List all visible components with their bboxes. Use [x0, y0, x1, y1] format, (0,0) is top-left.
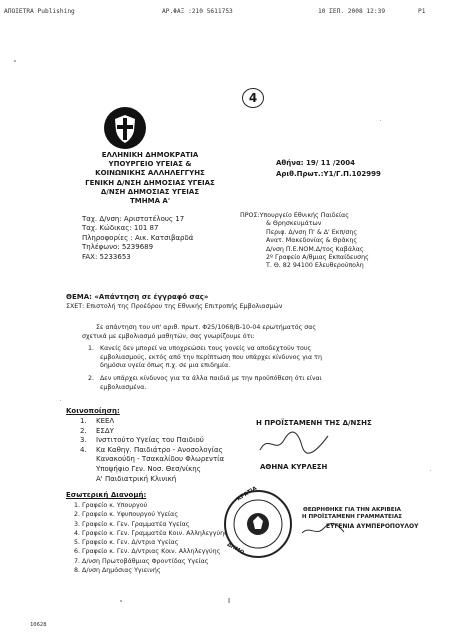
scan-speck	[60, 400, 61, 401]
fax-sender: ΑΠΟΙΕΤRA Publishing	[4, 8, 75, 15]
footer-code: 10628	[30, 622, 47, 628]
fax-datetime: 10 ΣΕΠ. 2008 12:39	[318, 8, 386, 15]
signature-name: ΑΘΗΝΑ ΚΥΡΛΕΣΗ	[260, 463, 328, 471]
scan-speck	[120, 600, 122, 602]
internal-distribution-title: Εσωτερική Διανομή:	[66, 491, 147, 499]
fax-page: P1	[418, 8, 426, 15]
official-stamp	[222, 485, 294, 560]
scan-speck	[380, 120, 381, 121]
coat-of-arms-emblem	[103, 106, 147, 150]
subject-line: ΘΕΜΑ: «Απάντηση σε έγγραφό σας»	[66, 293, 209, 301]
fax-number: ΑΡ.ΦΑΞ :210 5611753	[162, 8, 233, 15]
cc-list: 1. ΚΕΕΛ 2. ΕΣΔΥ 3. Ινστιτούτο Υγείας του Παιδιού 4. Κα Καθηγ. Παιδιάτρο - Ανοσολογίας Κανακούδη - Τσακαλίδου Φλωρεντία Υποψήφιο Γεν. Νοσ. Θεσ/νίκης Α' Παιδιατρική Κλινική	[80, 417, 225, 483]
handwritten-signature	[254, 426, 334, 458]
document-date: Αθήνα: 19/ 11 /2004	[276, 159, 355, 167]
recipient-block: ΠΡΟΣ:Υπουργείο Εθνικής Παιδείας & Θρησκευμάτων Περιφ. Δ/νση Π' & Δ' Εκπ/σης Ανατ. Μακεδονίας & Θράκης Δ/νση Π.Ε.ΝΟΜ.Δ/τος Καβάλας 2º Γραφείο Α/θμιας Εκπαίδευσης Τ. Θ. 82 94100 Ελευθερούπολη	[240, 212, 369, 270]
certification-stamp: ΘΕΩΡΗΘΗΚΕ ΓΙΑ ΤΗΝ ΑΚΡΙΒΕΙΑ Η ΠΡΟΪΣΤΑΜΕΝΗ ΓΡΑΜΜΑΤΕΙΑΣ	[301, 507, 403, 521]
signature-title: Η ΠΡΟΪΣΤΑΜΕΝΗ ΤΗΣ Δ/ΝΣΗΣ	[256, 419, 372, 427]
bottom-mark: I	[228, 597, 231, 605]
page-number-mark: 4	[242, 88, 264, 108]
ministry-header: ΕΛΛΗΝΙΚΗ ΔΗΜΟΚΡΑΤΙΑ ΥΠΟΥΡΓΕΙΟ ΥΓΕΙΑΣ & ΚΟΙΝΩΝΙΚΗΣ ΑΛΛΗΛΕΓΓΥΗΣ ΓΕΝΙΚΗ Δ/ΝΣΗ ΔΗΜΟΣΙΑΣ ΥΓΕΙΑΣ Δ/ΝΣΗ ΔΗΜΟΣΙΑΣ ΥΓΕΙΑΣ ΤΜΗΜΑ Α'	[85, 151, 215, 206]
stamp-text-top: ΚΡΑΤΙΑ	[236, 485, 259, 503]
internal-distribution-list: 1. Γραφείο κ. Υπουργού 2. Γραφείο κ. Υφυπουργού Υγείας 3. Γραφείο κ. Γεν. Γραμματέα Υγείας 4. Γραφείο κ. Γεν. Γραμματέα Κοιν. Αλληλεγγύης 5. Γραφείο κ. Γεν. Δ/ντρια Υγείας 6. Γραφείο κ. Γεν. Δ/ντριας Κοιν. Αλληλεγγύης 7. Δ/νση Πρωτοβάθμιας Φροντίδας Υγείας 8. Δ/νση Δημόσιας Υγιεινής	[74, 502, 228, 575]
contact-block: Ταχ. Δ/νση: Αριστοτέλους 17 Ταχ. Κώδικας: 101 87 Πληροφορίες : Αικ. Κατσιβαρδά Τηλέφωνο: 5239689 FAX: 5233653	[82, 215, 194, 261]
protocol-number: Αριθ.Πρωτ.:Υ1/Γ.Π.102999	[276, 170, 381, 178]
scan-speck	[14, 60, 16, 62]
cc-title: Κοινοποίηση:	[66, 407, 120, 415]
related-line: ΣΧΕΤ: Επιστολή της Προέδρου της Εθνικής Επιτροπής Εμβολιασμών	[66, 303, 283, 310]
stamp-text-bottom: ΔΗΜΟ	[225, 541, 245, 557]
scan-speck	[430, 470, 431, 471]
certification-name: ΕΥΓΕΝΙΑ ΑΥΜΠΕΡΟΠΟΥΛΟΥ	[326, 523, 419, 530]
body-intro: Σε απάντηση του υπ' αριθ. πρωτ. Φ25/1068/Β-10-04 ερωτήματός σας σχετικά με εμβολιασμό μαθητών, σας γνωρίζουμε ότι:	[82, 324, 317, 340]
